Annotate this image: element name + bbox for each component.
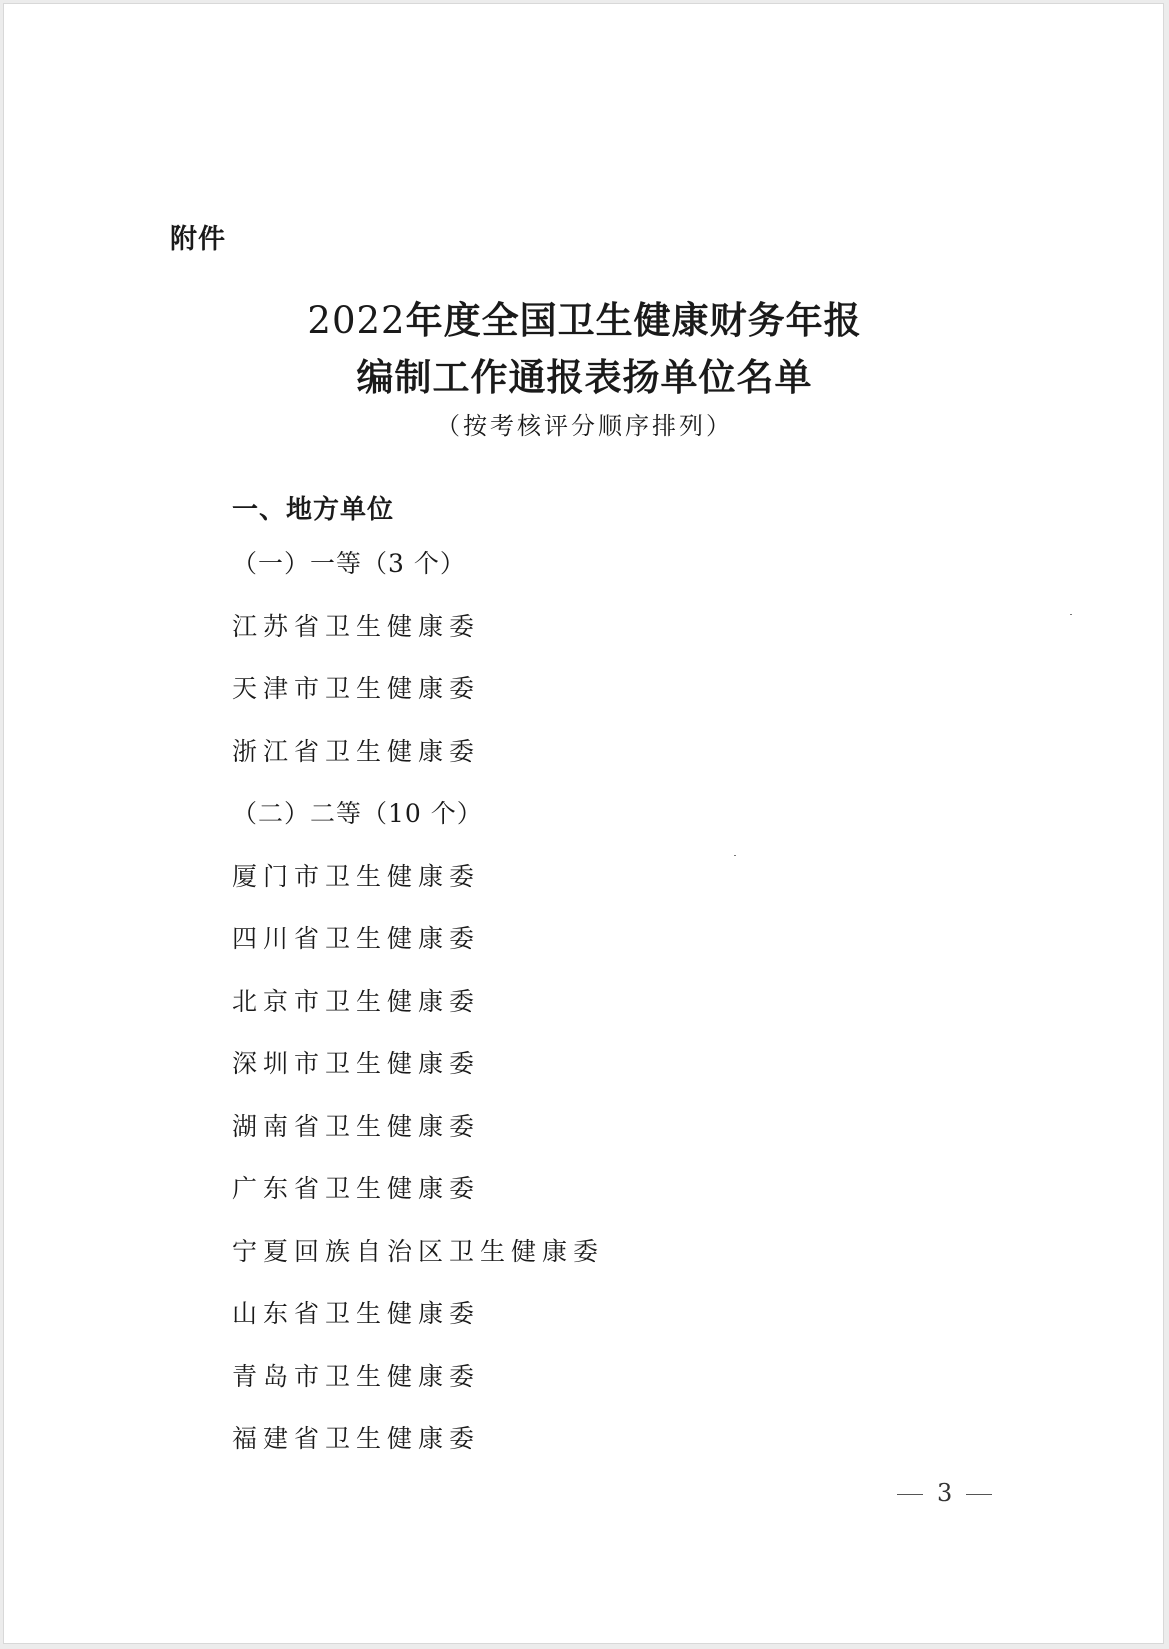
list-item: 浙江省卫生健康委 (232, 736, 481, 766)
list-item: 四川省卫生健康委 (232, 924, 481, 953)
list-item: 福建省卫生健康委 (232, 1424, 481, 1453)
scan-speck (1070, 614, 1072, 615)
section-heading-local-units: 一、地方单位 (232, 495, 395, 525)
grade-heading-second-class: （二）二等（10 个） (232, 799, 483, 828)
document-title-line-1 (4, 299, 1165, 343)
document-page (3, 3, 1164, 1644)
list-item: 江苏省卫生健康委 (232, 611, 481, 641)
list-item: 宁夏回族自治区卫生健康委 (232, 1236, 605, 1266)
title-year: 2022 (307, 299, 406, 342)
list-item: 广东省卫生健康委 (232, 1174, 481, 1203)
page-number-dash-right (966, 1494, 992, 1495)
list-item: 湖南省卫生健康委 (232, 1111, 481, 1141)
document-title-line-2: 编制工作通报表扬单位名单 (356, 356, 813, 399)
unit-list (232, 549, 604, 1487)
list-item: 北京市卫生健康委 (232, 986, 481, 1016)
page-number-dash-left (897, 1494, 923, 1495)
title-line-1-text: 年度全国卫生健康财务年报 (405, 299, 862, 342)
page-number-value: 3 (937, 1479, 953, 1507)
list-item: 深圳市卫生健康委 (232, 1049, 481, 1078)
list-item: 山东省卫生健康委 (232, 1299, 481, 1328)
list-item: 厦门市卫生健康委 (232, 861, 481, 891)
list-item: 天津市卫生健康委 (232, 674, 481, 703)
list-item: 青岛市卫生健康委 (232, 1361, 481, 1391)
grade-heading-first-class: （一）一等（3 个） (232, 549, 466, 578)
document-subtitle: （按考核评分顺序排列） (436, 412, 733, 440)
scan-speck (734, 855, 736, 856)
page-number (897, 1479, 992, 1507)
attachment-label: 附件 (170, 224, 226, 255)
